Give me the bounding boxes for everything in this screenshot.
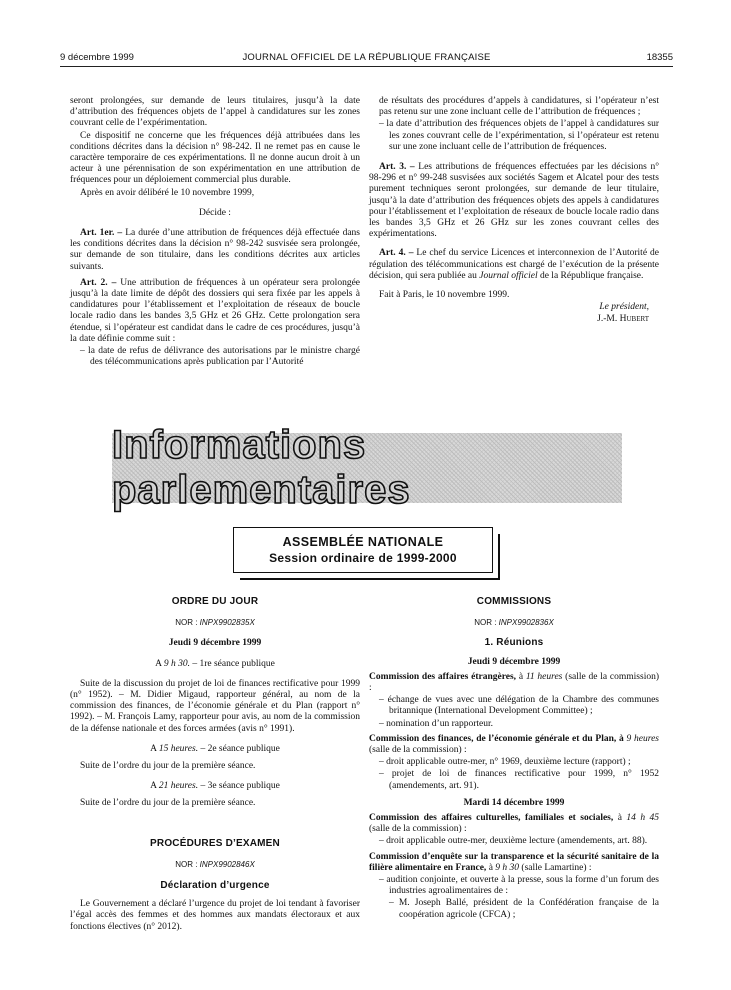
commission-entry	[369, 813, 659, 835]
article-4	[369, 248, 659, 282]
article-text: Le chef du service Licences et interconnexion de l’Autorité de régulation des télécommunications est chargé de l’exécution de la présente décision, qui sera publiée au	[369, 248, 659, 281]
commission-prefix: à	[516, 671, 526, 682]
day-heading-text: Mardi 14 décembre 1999	[463, 797, 565, 808]
sitting-label: – 2e séance publique	[198, 743, 280, 754]
day-heading-text: Jeudi 9 décembre 1999	[467, 656, 561, 667]
sitting-time: 9 h 30.	[163, 658, 190, 669]
header-page-number: 18355	[646, 52, 673, 63]
article-text: Les attributions de fréquences effectuées par les décisions n° 98-296 et n° 99-248 susvisées aux sociétés Sagem et Alcatel pour des tests purement techniques seront prolongées, sur demande de leur titulaire, jusqu’à la date d’attribution des fréquences objets des appels à candidatures pour l’établissement et l’exploitation de réseaux de boucle locale radio dans les bandes 3,5 GHz et 26 GHz sur les zones couvrant celles des expérimentations.	[369, 162, 659, 240]
commission-entry	[369, 852, 659, 874]
paragraph: Après en avoir délibéré le 10 novembre 1999,	[80, 187, 255, 198]
header-rule	[60, 66, 673, 67]
commission-name: Commission d’enquête sur la transparence et la sécurité sanitaire de la filière alimentaire en France,	[369, 851, 659, 873]
paragraph: Suite de l’ordre du jour de la première séance.	[80, 798, 256, 809]
sitting-time: 15 heures.	[158, 743, 199, 754]
article-label: Art. 1er. –	[80, 228, 123, 239]
article-text: La durée d’une attribution de fréquences déjà effectuée dans les conditions décrites dans la décision n° 98-242 susvisée sera prolongée, sur demande de son titulaire, dans les conditions décrites aux articles suivants.	[70, 228, 360, 272]
article-label: Art. 4. –	[379, 248, 414, 259]
header-journal-title: JOURNAL OFFICIEL DE LA RÉPUBLIQUE FRANÇAISE	[242, 52, 491, 63]
assembly-title: ASSEMBLÉE NATIONALE	[282, 535, 444, 549]
subsection-heading: 1. Réunions	[484, 637, 544, 649]
decide-label: Décide :	[199, 207, 231, 218]
subsection-heading: Déclaration d’urgence	[160, 880, 270, 892]
list-item: – nomination d’un rapporteur.	[379, 718, 493, 729]
commission-entry	[369, 672, 659, 694]
column-bottom-right	[369, 596, 659, 922]
list-item: – droit applicable outre-mer, deuxième lecture (amendements, art. 88).	[379, 836, 648, 847]
list-item: – la date de refus de délivrance des autorisations par le ministre chargé des télécommunications après publication par l’Autorité	[80, 346, 360, 368]
nor-label: NOR :	[474, 618, 499, 628]
sitting-line	[70, 659, 360, 670]
article-label: Art. 3. –	[379, 162, 415, 173]
commission-time: 11 heures	[525, 671, 563, 682]
commission-name: Commission des affaires étrangères,	[369, 671, 517, 682]
sitting-prefix: A	[155, 658, 164, 669]
column-top-right	[369, 96, 659, 327]
article-1	[70, 228, 360, 273]
commission-entry	[369, 734, 659, 756]
section-heading: ORDRE DU JOUR	[171, 596, 259, 607]
banner-title: Informations parlementaires	[112, 423, 411, 512]
list-item: – droit applicable outre-mer, n° 1969, deuxième lecture (rapport) ;	[379, 757, 631, 768]
column-bottom-left	[70, 596, 360, 934]
list-item: – échange de vues avec une délégation de la Chambre des communes britannique (International Development Committee) ;	[379, 695, 659, 717]
section-heading: PROCÉDURES D’EXAMEN	[150, 837, 280, 849]
nor-reference	[70, 859, 360, 870]
article-text: de la République française.	[537, 270, 644, 281]
day-heading	[369, 657, 659, 668]
commission-location: (salle de la commission) :	[369, 824, 467, 835]
session-title: Session ordinaire de 1999-2000	[269, 551, 457, 565]
commission-location: (salle Lamartine) :	[519, 862, 592, 873]
list-item: – M. Joseph Ballé, président de la Confédération française de la coopération agricole (CFCA) ;	[389, 898, 659, 920]
commission-prefix: à	[486, 862, 496, 873]
paragraph: Ce dispositif ne concerne que les fréquences déjà attribuées dans les conditions décrites dans la décision n° 98-242. Il ne remet pas en cause le caractère temporaire de ces expérimentations. Il ne donne aucun droit à un acteur à une pérennisation de son expérimentation en une attribution de fréquences pour un déploiement commercial plus durable.	[70, 130, 360, 186]
paragraph: de résultats des procédures d’appels à candidatures, si l’opérateur n’est pas retenu sur une zone incluant celle de l’attribution de fréquences ;	[379, 96, 659, 118]
day-heading	[70, 638, 360, 649]
commission-time: 9 h 30	[495, 862, 520, 873]
sitting-prefix: A	[150, 781, 159, 792]
article-text: Une attribution de fréquences à un opérateur sera prolongée jusqu’à la date limite de dépôt des dossiers qui sera fixée par les appels à candidatures pour l’établissement et l’exploitation de réseaux de boucle locale radio dans les bandes 3,5 GHz et 26 GHz. Cette prolongation sera étendue, si l’opérateur est candidat dans le cadre de ces procédures, jusqu’à la date définie comme suit :	[70, 277, 361, 344]
sitting-line	[70, 781, 360, 792]
day-heading	[369, 798, 659, 809]
list-item: – audition conjointe, et ouverte à la presse, sous la forme d’un forum des industries agroalimentaires de :	[379, 875, 659, 897]
commission-time: 14 h 45	[626, 813, 660, 824]
signature-title	[369, 302, 659, 313]
list-item: – la date d’attribution des fréquences objets de l’appel à candidatures sur les zones couvrant celle de l’expérimentation, si l’opérateur est retenu sur une zone incluant celle de l’attribution de fréquences.	[379, 119, 659, 152]
commission-name: Commission des finances, de l’économie générale et du Plan, à	[369, 733, 624, 744]
section-banner	[112, 423, 622, 512]
assembly-box	[233, 527, 493, 573]
sitting-label: – 1re séance publique	[189, 658, 275, 669]
sitting-time: 21 heures.	[158, 781, 199, 792]
nor-label: NOR :	[175, 618, 200, 628]
signature-name: J.-M. Hubert	[597, 314, 649, 325]
commission-prefix: à	[613, 813, 627, 824]
commission-location: (salle de la commission) :	[369, 745, 467, 756]
paragraph: Suite de la discussion du projet de loi de finances rectificative pour 1999 (n° 1952). – M. Didier Migaud, rapporteur général, au nom de la commission des finances, de l’économie générale et du Plan (rapport n° 1992). – M. François Lamy, rapporteur pour avis, au nom de la commission de la défense nationale et des forces armées (avis n° 1991).	[70, 678, 360, 734]
nor-code: INPX9902846X	[199, 859, 255, 869]
paragraph: Suite de l’ordre du jour de la première séance.	[80, 761, 256, 772]
commission-name: Commission des affaires culturelles, familiales et sociales,	[369, 813, 614, 824]
nor-code: INPX9902836X	[498, 618, 554, 628]
sitting-line	[70, 744, 360, 755]
nor-label: NOR :	[175, 859, 200, 869]
journal-reference: Journal officiel	[479, 270, 538, 281]
column-top-left	[70, 96, 360, 369]
header-date: 9 décembre 1999	[60, 52, 134, 63]
paragraph: Le Gouvernement a déclaré l’urgence du projet de loi tendant à favoriser l’égal accès des femmes et des hommes aux mandats électoraux et aux fonctions électives (n° 2012).	[70, 899, 360, 932]
signature-title-text: Le président,	[599, 302, 649, 313]
paragraph: seront prolongées, sur demande de leurs titulaires, jusqu’à la date d’attribution des fréquences objets de l’appel à candidatures sur les zones couvrant celle de l’expérimentation.	[70, 96, 360, 129]
fait-line: Fait à Paris, le 10 novembre 1999.	[379, 290, 510, 301]
sitting-prefix: A	[150, 743, 159, 754]
list-item: – projet de loi de finances rectificative pour 1999, n° 1952 (amendements, art. 91).	[379, 769, 659, 791]
sitting-label: – 3e séance publique	[198, 781, 280, 792]
article-3	[369, 162, 659, 240]
nor-code: INPX9902835X	[199, 618, 255, 628]
nor-reference	[369, 617, 659, 628]
section-heading: COMMISSIONS	[476, 596, 552, 607]
commission-time: 9 heures	[626, 733, 659, 744]
article-2	[70, 278, 360, 345]
article-label: Art. 2. –	[80, 277, 117, 288]
commission-location: (salle de la commission) :	[369, 671, 659, 694]
nor-reference	[70, 617, 360, 628]
day-heading-text: Jeudi 9 décembre 1999	[168, 638, 262, 649]
